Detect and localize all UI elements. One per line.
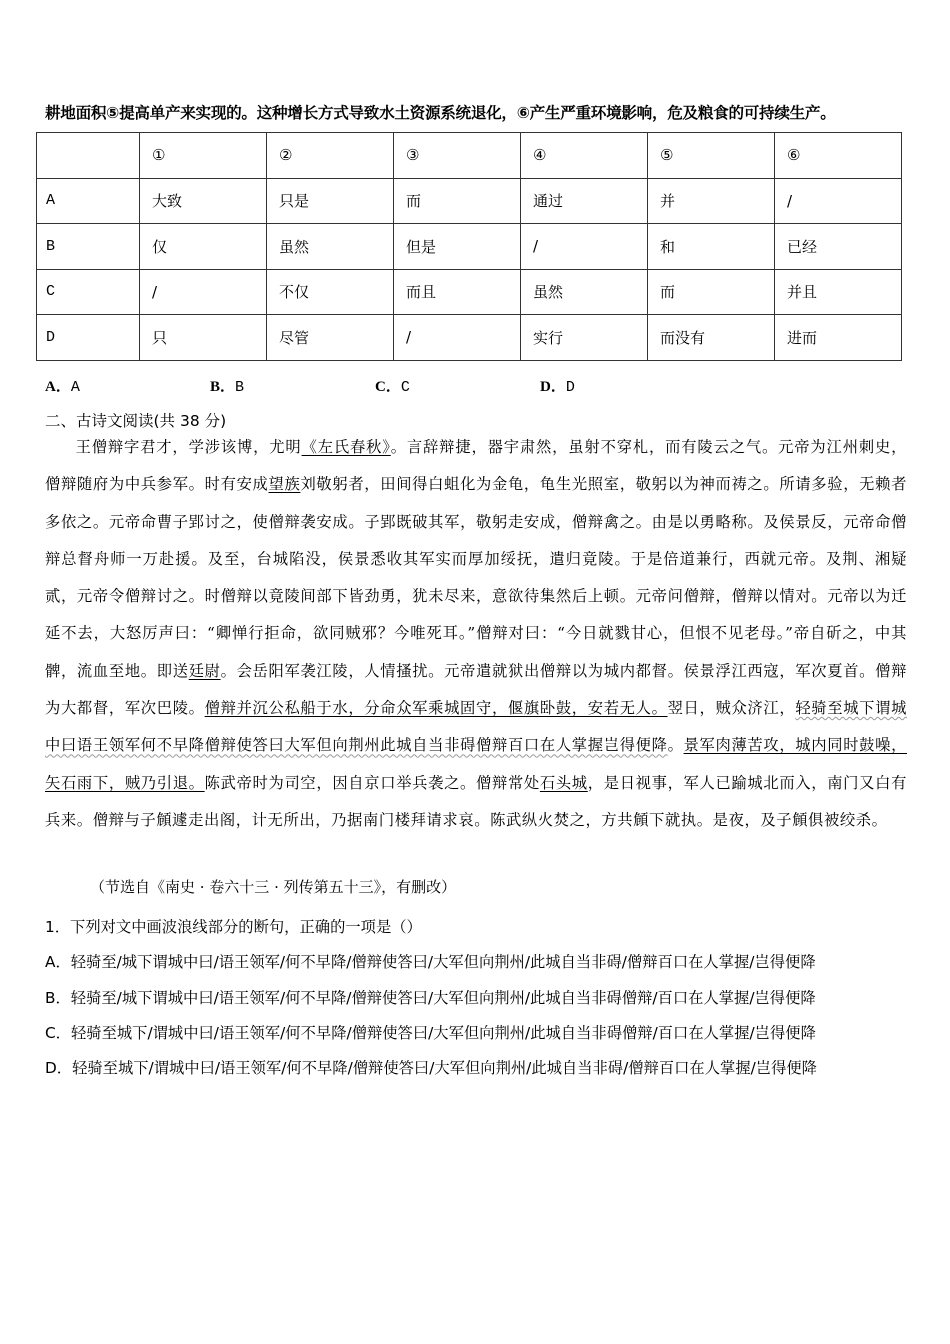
table-header-row <box>37 133 902 179</box>
question-option-d[interactable]: D．轻骑至城下/谓城中曰/语王领军/何不早降/僧辩使答曰/大军但向荆州/此城自当非碍/僧辩百口在人掌握/岂得便降 <box>45 1059 817 1078</box>
passage-text: ，是日视事，军人已踰城北而入，南门又白有兵来。僧辩与子頠遽走出阁，计无所出，乃据南门楼拜请求哀。陈武纵火焚之，方共頠下就执。是夜，及子頠俱被绞杀。 <box>45 773 907 829</box>
section-title: 二、古诗文阅读(共 38 分) <box>45 412 227 430</box>
underlined-term: 望族 <box>268 475 301 494</box>
wavy-underlined-sentence: 轻骑至城下谓城中曰语王领军何不早降僧辩使答曰大军但向荆州此城自当非碍僧辩百口在人掌握岂得便降 <box>45 699 907 755</box>
row-label: C <box>37 269 140 315</box>
table-cell: 仅 <box>140 224 267 270</box>
table-header-cell: ⑤ <box>648 133 775 179</box>
table-cell: 尽管 <box>267 315 394 361</box>
table-cell: 已经 <box>775 224 902 270</box>
table-cell: 而 <box>394 178 521 224</box>
table-header-cell: ④ <box>521 133 648 179</box>
classical-passage <box>45 429 907 839</box>
table-cell: 而没有 <box>648 315 775 361</box>
underlined-term: 石头城 <box>539 773 588 792</box>
table-cell: 和 <box>648 224 775 270</box>
row-label: D <box>37 315 140 361</box>
passage-text: 翌日，贼众济江， <box>667 699 796 718</box>
row-label: A <box>37 178 140 224</box>
underlined-sentence: 景军肉薄苦攻，城内同时鼓噪，矢石雨下，贼乃引退。 <box>45 736 907 792</box>
question-1 <box>45 910 907 1086</box>
table-cell: 只 <box>140 315 267 361</box>
option-letter: D． <box>540 379 566 395</box>
option-letter: C． <box>375 379 401 395</box>
option-letter: A． <box>45 379 71 395</box>
table-cell: 大致 <box>140 178 267 224</box>
table-cell: / <box>775 178 902 224</box>
passage-text: 王僧辩字君才，学涉该博，尤明 <box>75 438 302 456</box>
table-cell: 但是 <box>394 224 521 270</box>
passage-paragraph <box>45 429 907 839</box>
table-header-cell: ⑥ <box>775 133 902 179</box>
option-value: A <box>70 379 80 396</box>
underlined-term: 《左氏春秋》 <box>301 438 391 456</box>
word-choice-table <box>36 132 902 361</box>
table-cell: 通过 <box>521 178 648 224</box>
passage-text: 陈武帝时为司空，因自京口举兵袭之。僧辩常处 <box>204 773 540 792</box>
table-header-cell: ② <box>267 133 394 179</box>
question-option-b[interactable]: B．轻骑至/城下谓城中曰/语王领军/何不早降/僧辩使答曰/大军但向荆州/此城自当非碍僧辩/百口在人掌握/岂得便降 <box>45 988 816 1007</box>
table-cell: 并 <box>648 178 775 224</box>
table-cell: 只是 <box>267 178 394 224</box>
passage-text: 。言辞辩捷，器宇肃然，虽射不穿札，而有陵云之气。元帝为江州刺史，僧辩随府为中兵参军。时有安成 <box>45 438 908 494</box>
table-cell: 虽然 <box>267 224 394 270</box>
passage-text: 。会岳阳军袭江陵，人情搔扰。元帝遣就狱出僧辩以为城内都督。侯景浮江西寇，军次夏首。僧辩为大都督，军次巴陵。 <box>45 661 908 718</box>
answer-options <box>45 375 705 396</box>
answer-option-c[interactable] <box>375 375 540 396</box>
option-value: D <box>565 379 575 396</box>
passage-source: （节选自《南史 · 卷六十三 · 列传第五十三》，有删改） <box>90 878 457 896</box>
answer-option-a[interactable] <box>45 375 210 396</box>
table-header-cell: ③ <box>394 133 521 179</box>
option-value: B <box>235 379 245 396</box>
passage-text: 刘敬躬者，田间得白蛆化为金龟，龟生光照室，敬躬以为神而祷之。所请多验，无赖者多依之。元帝命曹子郢讨之，使僧辩袭安成。子郢既破其军，敬躬走安成，僧辩禽之。由是以勇略称。及侯景反，元帝命僧辩总督舟师一万赴援。及至，台城陷没，侯景悉收其军实而厚加绥抚，遣归竟陵。于是倍道兼行，西就元帝。及荆、湘疑贰，元帝令僧辩讨之。时僧辩以竟陵间部下皆劲勇，犹未尽来，意欲待集然后上顿。元帝问僧辩，僧辩以情对。元帝以为迁延不去，大怒厉声曰：“卿惮行拒命，欲同贼邪？今唯死耳。”僧辩对曰：“今日就戮甘心，但恨不见老母。”帝自斫之，中其髀，流血至地。即送 <box>45 475 907 680</box>
answer-option-d[interactable] <box>540 375 705 396</box>
table-cell: 而 <box>648 269 775 315</box>
option-letter: B． <box>210 379 236 395</box>
table-header-cell: ① <box>140 133 267 179</box>
table-header-cell <box>37 133 140 179</box>
table-cell: / <box>521 224 648 270</box>
underlined-sentence: 僧辩并沉公私船于水，分命众军乘城固守，偃旗卧鼓，安若无人。 <box>204 699 668 718</box>
table-cell: / <box>394 315 521 361</box>
table-cell: 并且 <box>775 269 902 315</box>
passage-text: 。 <box>667 736 684 755</box>
table-cell: 不仅 <box>267 269 394 315</box>
question-option-a[interactable]: A．轻骑至/城下谓城中曰/语王领军/何不早降/僧辩使答曰/大军但向荆州/此城自当非碍/僧辩百口在人掌握/岂得便降 <box>45 953 816 972</box>
table-cell: 而且 <box>394 269 521 315</box>
question-stem: 1．下列对文中画波浪线部分的断句，正确的一项是（） <box>45 918 422 936</box>
answer-option-b[interactable] <box>210 375 375 396</box>
table-row <box>37 178 902 224</box>
table-row <box>37 315 902 361</box>
option-value: C <box>400 379 410 396</box>
row-label: B <box>37 224 140 270</box>
question-option-c[interactable]: C．轻骑至城下/谓城中曰/语王领军/何不早降/僧辩使答曰/大军但向荆州/此城自当非碍僧辩/百口在人掌握/岂得便降 <box>45 1023 816 1042</box>
table-row <box>37 224 902 270</box>
underlined-term: 廷尉 <box>188 661 221 680</box>
table-cell: / <box>140 269 267 315</box>
intro-sentence: 耕地面积⑤提高单产来实现的。这种增长方式导致水土资源系统退化，⑥产生严重环境影响，危及粮食的可持续生产。 <box>45 104 836 122</box>
table-cell: 进而 <box>775 315 902 361</box>
table-cell: 实行 <box>521 315 648 361</box>
table-cell: 虽然 <box>521 269 648 315</box>
table-row <box>37 269 902 315</box>
